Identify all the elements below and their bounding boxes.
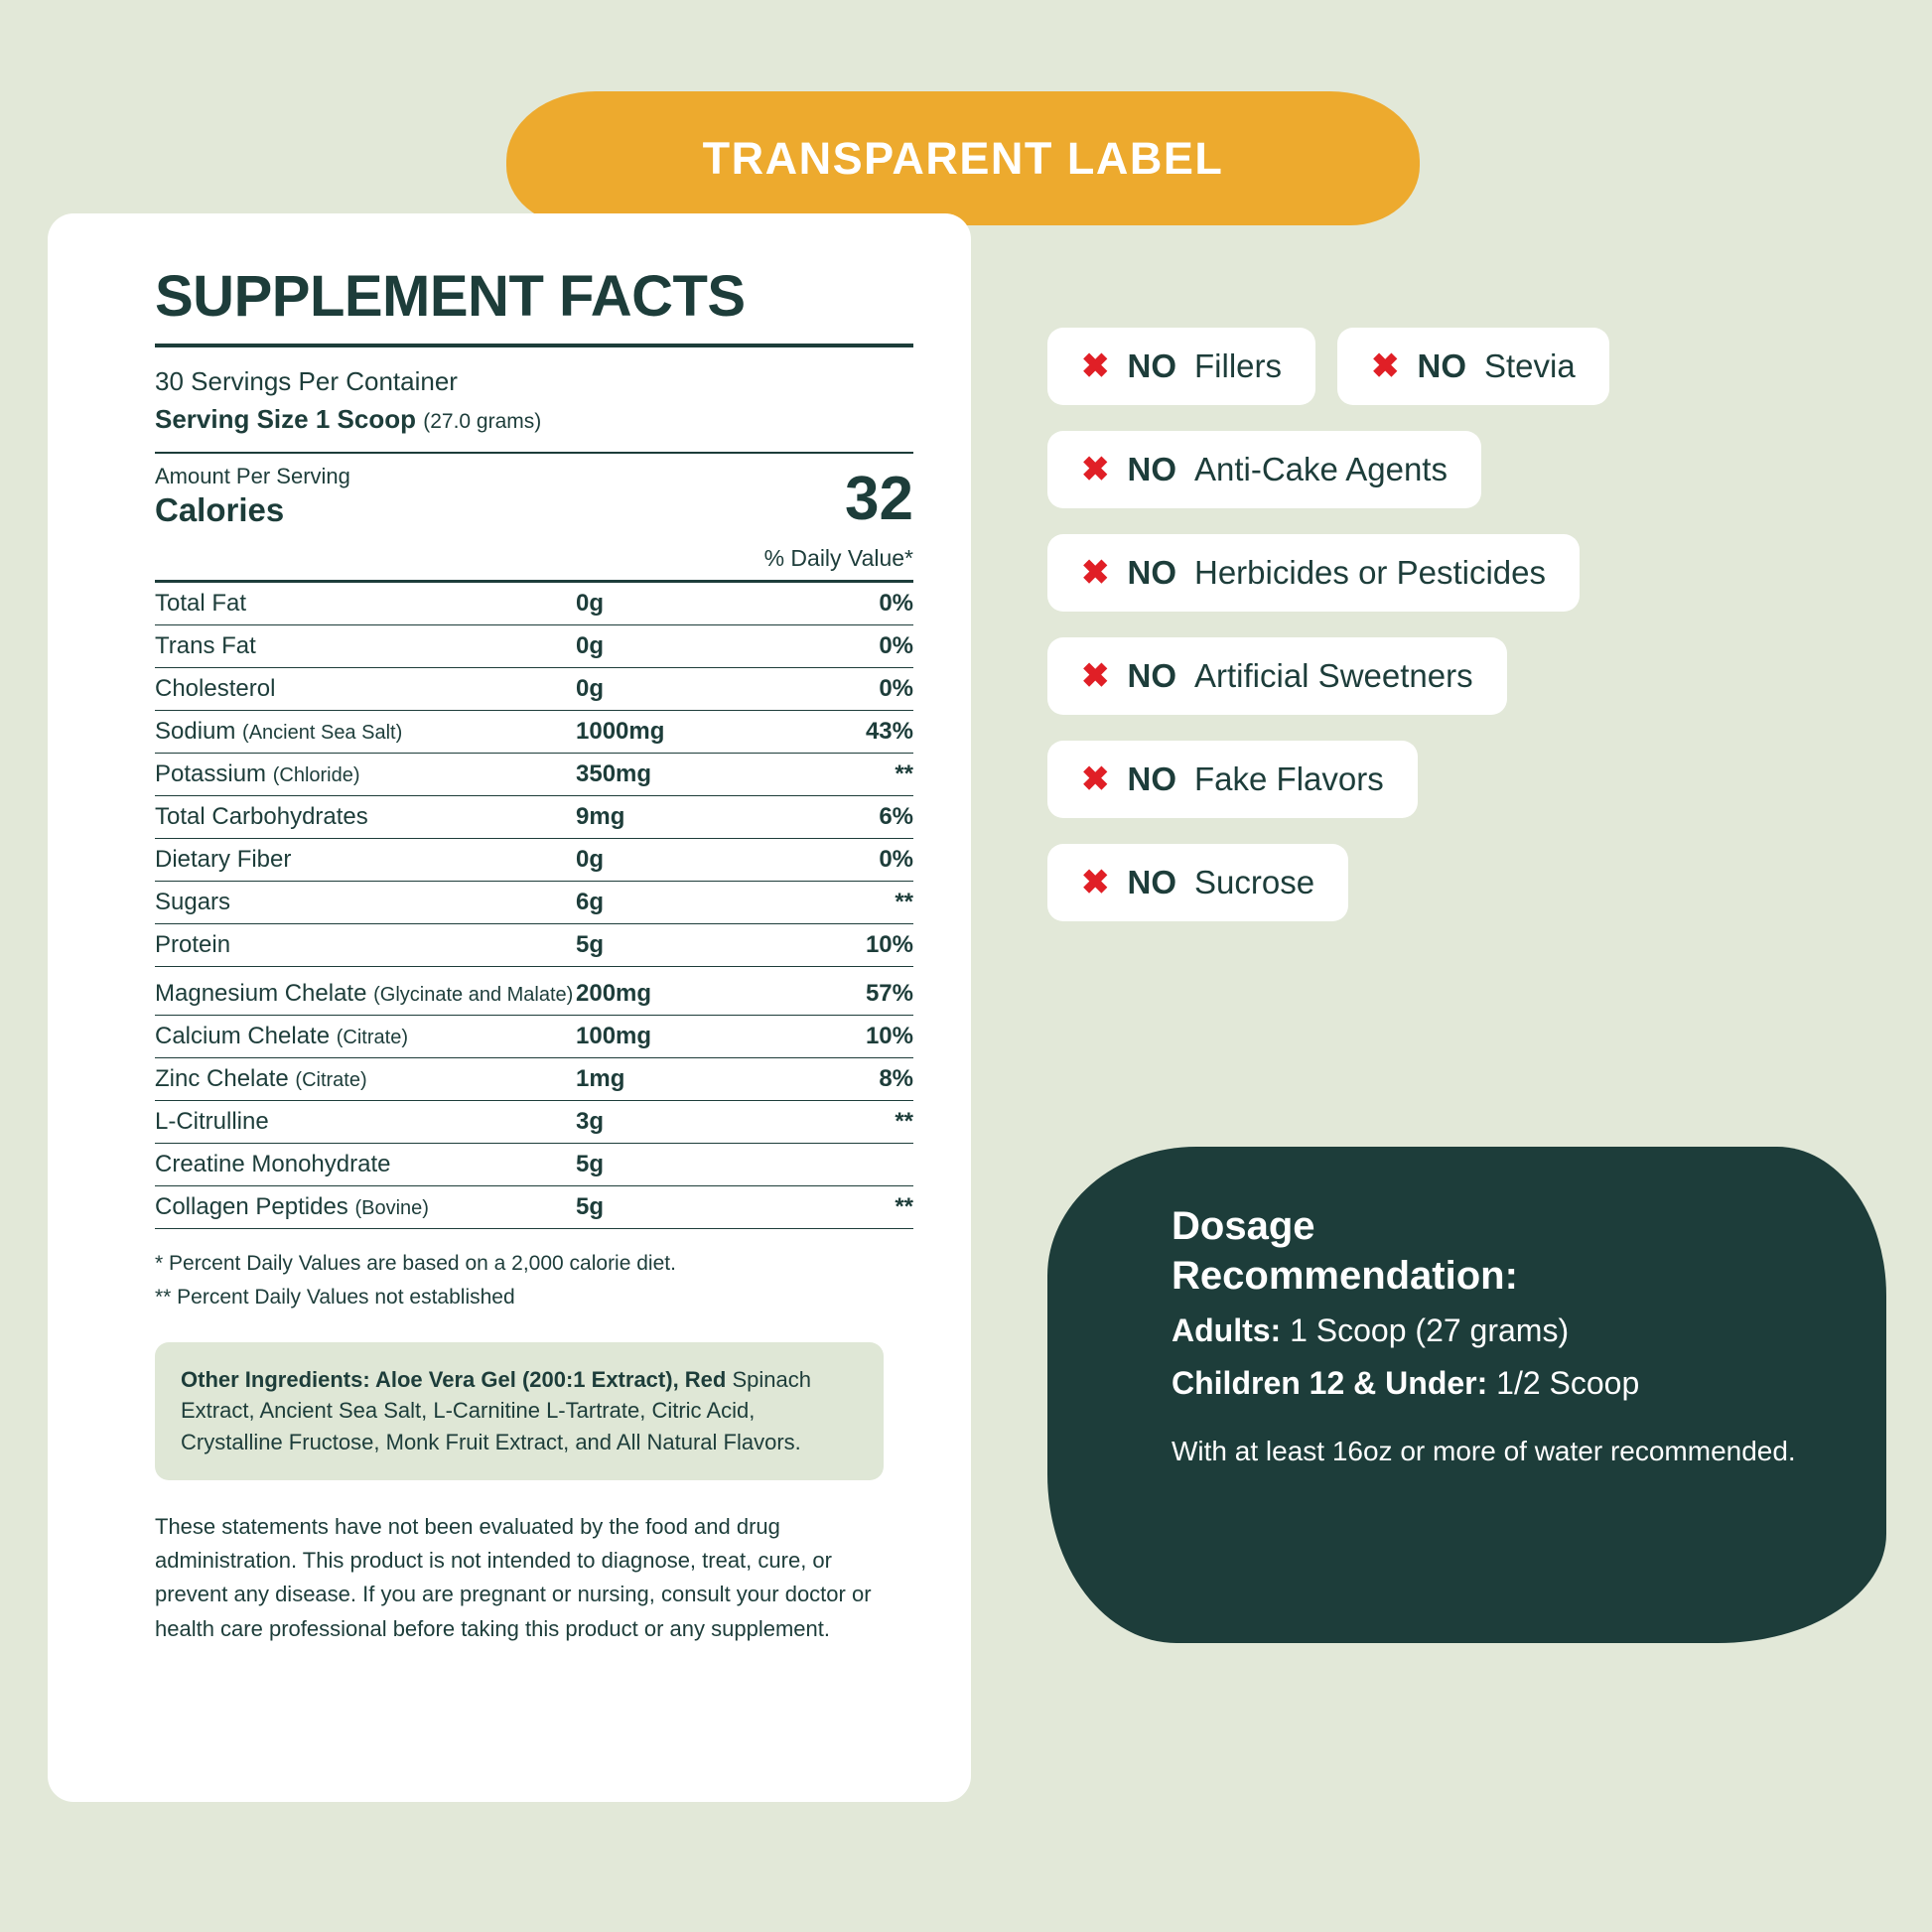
no-label: NO: [1127, 760, 1176, 797]
no-claims-row: [1047, 431, 1881, 508]
nutrient-name: [155, 1058, 576, 1101]
nutrient-amount: 200mg: [576, 973, 794, 1016]
table-row: [155, 582, 913, 625]
no-claim-text: Sucrose: [1194, 864, 1315, 900]
nutrient-amount: 100mg: [576, 1016, 794, 1058]
nutrient-amount: 5g: [576, 1144, 794, 1186]
nutrient-name-text: Protein: [155, 931, 231, 959]
nutrition-table: [155, 580, 913, 1229]
no-claim-chip: [1047, 844, 1348, 921]
dosage-children: [1172, 1361, 1817, 1406]
table-row: [155, 1186, 913, 1229]
nutrient-name-detail: (Chloride): [272, 764, 360, 787]
x-mark-icon: ✖: [1081, 554, 1110, 592]
table-row: [155, 1016, 913, 1058]
nutrient-daily-value: 0%: [794, 582, 913, 625]
nutrient-name-text: Dietary Fiber: [155, 846, 292, 874]
no-claim-chip: [1047, 431, 1481, 508]
serving-size-detail: (27.0 grams): [423, 409, 542, 433]
no-claim-text: Artificial Sweetners: [1194, 657, 1473, 694]
servings-per-container: 30 Servings Per Container: [155, 366, 458, 396]
no-claim-text: Herbicides or Pesticides: [1194, 554, 1546, 591]
no-claim-text: Fake Flavors: [1194, 760, 1384, 797]
serving-size-label: Serving Size 1 Scoop: [155, 403, 416, 434]
nutrient-name: [155, 882, 576, 924]
nutrient-name: [155, 796, 576, 839]
table-row: [155, 668, 913, 711]
table-row: [155, 1144, 913, 1186]
daily-value-header: % Daily Value*: [763, 545, 913, 572]
x-mark-icon: ✖: [1081, 347, 1110, 385]
nutrient-name-text: L-Citrulline: [155, 1108, 269, 1136]
no-claim-chip: [1337, 328, 1609, 405]
nutrient-name: [155, 754, 576, 796]
nutrient-name-text: Calcium Chelate: [155, 1023, 331, 1050]
nutrient-amount: 6g: [576, 882, 794, 924]
nutrient-daily-value: 10%: [794, 1016, 913, 1058]
dosage-heading-line1: Dosage: [1172, 1204, 1315, 1248]
nutrient-name: [155, 582, 576, 625]
table-row: [155, 882, 913, 924]
nutrient-name-detail: (Glycinate and Malate): [373, 984, 574, 1007]
dosage-children-label: Children 12 & Under:: [1172, 1364, 1488, 1401]
nutrient-name: [155, 1144, 576, 1186]
banner-title: TRANSPARENT LABEL: [702, 132, 1224, 184]
nutrient-name-text: Cholesterol: [155, 675, 276, 703]
nutrient-amount: 5g: [576, 924, 794, 967]
calories-label: Calories: [155, 491, 285, 529]
dosage-recommendation-card: [1047, 1147, 1886, 1643]
nutrient-amount: 5g: [576, 1186, 794, 1229]
no-claim-chip: [1047, 637, 1507, 715]
nutrient-name-detail: (Citrate): [295, 1069, 367, 1092]
nutrient-name: [155, 924, 576, 967]
nutrient-daily-value: **: [794, 1186, 913, 1229]
no-label: NO: [1127, 657, 1176, 694]
nutrient-name-text: Zinc Chelate: [155, 1065, 289, 1093]
dosage-heading-line2: Recommendation:: [1172, 1254, 1518, 1298]
table-row: [155, 796, 913, 839]
nutrient-amount: 350mg: [576, 754, 794, 796]
no-claims-row: [1047, 637, 1881, 715]
nutrient-daily-value: 0%: [794, 668, 913, 711]
nutrient-amount: 9mg: [576, 796, 794, 839]
no-claim-chip: [1047, 741, 1418, 818]
no-label: NO: [1417, 347, 1466, 384]
no-label: NO: [1127, 864, 1176, 900]
no-claim-text: Stevia: [1484, 347, 1576, 384]
no-claims-list: [1047, 328, 1881, 947]
x-mark-icon: ✖: [1081, 451, 1110, 488]
no-label: NO: [1127, 451, 1176, 487]
nutrient-daily-value: 43%: [794, 711, 913, 754]
nutrient-daily-value: **: [794, 1101, 913, 1144]
nutrient-daily-value: **: [794, 882, 913, 924]
other-ingredients-heading: Other Ingredients: Aloe Vera Gel (200:1 Extract), Red: [181, 1366, 727, 1392]
table-row: [155, 839, 913, 882]
nutrient-daily-value: 0%: [794, 839, 913, 882]
x-mark-icon: ✖: [1081, 657, 1110, 695]
table-row: [155, 973, 913, 1016]
dosage-heading: [1172, 1201, 1817, 1301]
nutrient-amount: 1mg: [576, 1058, 794, 1101]
nutrient-name: [155, 1186, 576, 1229]
footnotes: [155, 1229, 913, 1313]
nutrient-name: [155, 1016, 576, 1058]
no-claims-row: [1047, 741, 1881, 818]
fda-disclaimer: These statements have not been evaluated by the food and drug administration. This product is not intended to diagnose, treat, cure, or prevent any disease. If you are pregnant or nursing, consult your doctor or health care professional before taking this product or any supplement.: [155, 1514, 872, 1641]
x-mark-icon: ✖: [1081, 864, 1110, 901]
other-ingredients-box: [155, 1342, 884, 1481]
nutrient-amount: 3g: [576, 1101, 794, 1144]
no-claim-text: Fillers: [1194, 347, 1282, 384]
dosage-children-value: 1/2 Scoop: [1496, 1364, 1640, 1401]
nutrient-name: [155, 668, 576, 711]
supplement-facts-card: [48, 213, 971, 1802]
dosage-adults-label: Adults:: [1172, 1312, 1282, 1348]
table-row: [155, 711, 913, 754]
nutrient-amount: 1000mg: [576, 711, 794, 754]
nutrient-daily-value: 8%: [794, 1058, 913, 1101]
nutrient-daily-value: **: [794, 754, 913, 796]
nutrient-daily-value: 57%: [794, 973, 913, 1016]
footnote-2: ** Percent Daily Values not established: [155, 1285, 515, 1309]
transparent-label-banner: [506, 91, 1420, 225]
nutrient-name: [155, 711, 576, 754]
dosage-adults-value: 1 Scoop (27 grams): [1290, 1312, 1570, 1348]
nutrient-name: [155, 839, 576, 882]
nutrient-amount: 0g: [576, 625, 794, 668]
nutrient-name-text: Potassium: [155, 760, 267, 788]
no-claims-row: [1047, 844, 1881, 921]
table-row: [155, 924, 913, 967]
calories-value: 32: [845, 465, 913, 534]
nutrient-name-text: Total Carbohydrates: [155, 803, 368, 831]
no-label: NO: [1127, 347, 1176, 384]
table-row: [155, 754, 913, 796]
nutrient-daily-value: 0%: [794, 625, 913, 668]
nutrient-name-text: Creatine Monohydrate: [155, 1151, 391, 1178]
footnote-1: * Percent Daily Values are based on a 2,000 calorie diet.: [155, 1252, 676, 1276]
nutrient-amount: 0g: [576, 839, 794, 882]
nutrient-daily-value: 6%: [794, 796, 913, 839]
nutrient-name-text: Trans Fat: [155, 632, 256, 660]
nutrient-name: [155, 1101, 576, 1144]
dosage-adults: [1172, 1309, 1817, 1353]
no-claim-chip: [1047, 328, 1315, 405]
servings-block: [155, 347, 913, 452]
table-row: [155, 1058, 913, 1101]
nutrient-amount: 0g: [576, 582, 794, 625]
nutrient-name-text: Magnesium Chelate: [155, 980, 367, 1008]
no-claims-row: [1047, 534, 1881, 612]
amount-per-serving-label: Amount Per Serving: [155, 464, 350, 489]
nutrient-name: [155, 973, 576, 1016]
table-row: [155, 1101, 913, 1144]
nutrient-name: [155, 625, 576, 668]
page-title: SUPPLEMENT FACTS: [155, 264, 746, 329]
nutrient-daily-value: [794, 1144, 913, 1186]
nutrient-name-detail: (Ancient Sea Salt): [242, 722, 403, 745]
dosage-water-note: With at least 16oz or more of water recommended.: [1172, 1435, 1796, 1466]
no-label: NO: [1127, 554, 1176, 591]
nutrient-name-text: Total Fat: [155, 590, 247, 618]
nutrient-name-text: Sugars: [155, 889, 231, 916]
no-claim-chip: [1047, 534, 1580, 612]
nutrient-name-text: Collagen Peptides: [155, 1193, 348, 1221]
nutrient-daily-value: 10%: [794, 924, 913, 967]
nutrient-amount: 0g: [576, 668, 794, 711]
nutrient-name-detail: (Bovine): [354, 1197, 429, 1220]
nutrient-name-detail: (Citrate): [336, 1027, 408, 1049]
calories-row: [155, 454, 913, 535]
other-ingredients-text: Spinach Extract, Ancient Sea Salt, L-Carnitine L-Tartrate, Citric Acid, Crystalline Fructose, Monk Fruit Extract, and All Natural Flavors.: [181, 1366, 811, 1455]
table-row: [155, 625, 913, 668]
x-mark-icon: ✖: [1371, 347, 1400, 385]
x-mark-icon: ✖: [1081, 760, 1110, 798]
no-claim-text: Anti-Cake Agents: [1194, 451, 1448, 487]
no-claims-row: [1047, 328, 1881, 405]
nutrient-name-text: Sodium: [155, 718, 236, 746]
